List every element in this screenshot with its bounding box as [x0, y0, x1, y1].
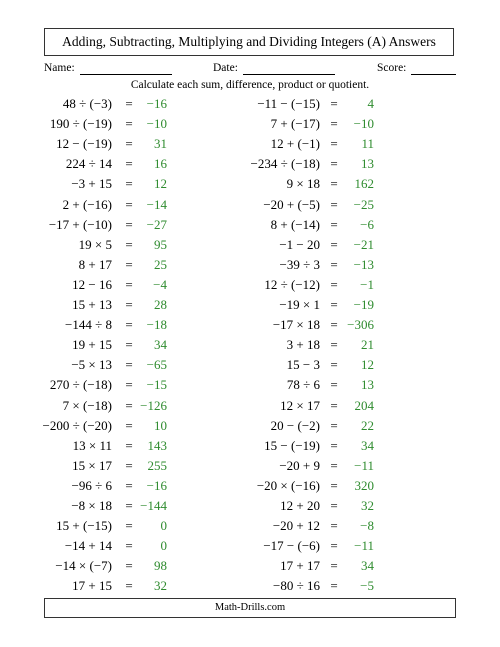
problem-answer: −16	[146, 96, 167, 111]
problem-answer: −65	[146, 357, 167, 373]
problem-expression: −17 + (−10)	[48, 216, 112, 232]
problem-answer: −11	[354, 538, 374, 554]
problem-row	[0, 237, 500, 257]
equals-sign: =	[330, 397, 338, 413]
problem-expression: −1 − 20	[279, 236, 320, 252]
problem-expression: −5 × 13	[71, 357, 112, 373]
problem-expression: 17 + 15	[72, 578, 112, 594]
equals-sign: =	[125, 116, 133, 132]
problem-expression: 15 + (−15)	[56, 518, 112, 534]
problem-answer: −13	[353, 256, 374, 272]
problem-row	[0, 277, 500, 297]
equals-sign: =	[125, 276, 133, 292]
problem-expression: −234 ÷ (−18)	[250, 156, 320, 172]
problem-row	[0, 578, 500, 598]
equals-sign: =	[125, 558, 133, 574]
equals-sign: =	[330, 297, 338, 312]
problem-answer: 255	[147, 457, 167, 473]
info-row	[0, 62, 500, 78]
problem-expression: 19 × 5	[78, 236, 112, 252]
problem-answer: 98	[154, 558, 167, 574]
problem-row	[0, 357, 500, 377]
equals-sign: =	[125, 176, 133, 192]
problem-answer: −144	[140, 498, 167, 513]
problem-expression: 12 ÷ (−12)	[264, 276, 320, 292]
equals-sign: =	[125, 236, 133, 252]
equals-sign: =	[125, 357, 133, 373]
problem-answer: −18	[146, 317, 167, 333]
problem-answer: 143	[147, 437, 167, 453]
problem-answer: 31	[154, 136, 167, 152]
equals-sign: =	[330, 156, 338, 172]
problem-expression: 2 + (−16)	[62, 196, 112, 212]
problem-answer: 204	[354, 397, 374, 413]
problem-expression: −14 × (−7)	[55, 558, 112, 574]
problem-answer: 32	[361, 498, 374, 513]
equals-sign: =	[330, 437, 338, 453]
problem-expression: −20 + 9	[279, 457, 320, 473]
equals-sign: =	[125, 518, 133, 534]
problem-expression: −19 × 1	[279, 297, 320, 312]
equals-sign: =	[330, 317, 338, 333]
equals-sign: =	[125, 457, 133, 473]
problem-answer: −4	[153, 276, 167, 292]
problem-row	[0, 418, 500, 438]
equals-sign: =	[330, 357, 338, 373]
problem-expression: 20 − (−2)	[270, 417, 320, 433]
problem-expression: −3 + 15	[71, 176, 112, 192]
equals-sign: =	[125, 397, 133, 413]
problem-expression: −39 ÷ 3	[279, 256, 320, 272]
problem-row	[0, 116, 500, 136]
equals-sign: =	[330, 337, 338, 353]
equals-sign: =	[330, 558, 338, 574]
problem-expression: 17 + 17	[280, 558, 320, 574]
problem-row	[0, 217, 500, 237]
problem-row	[0, 438, 500, 458]
date-line	[243, 74, 335, 75]
problem-answer: −10	[146, 116, 167, 132]
problem-answer: 34	[361, 558, 374, 574]
problem-expression: 224 ÷ 14	[65, 156, 112, 172]
problem-expression: −20 × (−16)	[256, 477, 320, 493]
problem-answer: 11	[361, 136, 374, 152]
problem-answer: −8	[360, 518, 374, 534]
problem-expression: 8 + 17	[78, 256, 112, 272]
equals-sign: =	[125, 256, 133, 272]
problem-answer: 13	[361, 377, 374, 393]
problem-row	[0, 558, 500, 578]
equals-sign: =	[125, 136, 133, 152]
problem-row	[0, 518, 500, 538]
problem-expression: −200 ÷ (−20)	[42, 417, 112, 433]
problem-answer: −19	[353, 297, 374, 312]
problem-expression: 8 + (−14)	[270, 216, 320, 232]
problem-row	[0, 176, 500, 196]
problem-expression: −14 + 14	[64, 538, 112, 554]
problem-expression: −11 − (−15)	[257, 96, 320, 111]
problem-expression: 12 × 17	[280, 397, 320, 413]
equals-sign: =	[125, 216, 133, 232]
problem-answer: −25	[353, 196, 374, 212]
equals-sign: =	[125, 417, 133, 433]
problem-expression: 15 − (−19)	[264, 437, 320, 453]
problem-row	[0, 538, 500, 558]
problem-expression: 78 ÷ 6	[286, 377, 320, 393]
problem-answer: −27	[146, 216, 167, 232]
equals-sign: =	[125, 578, 133, 594]
problem-answer: 0	[160, 538, 167, 554]
instructions: Calculate each sum, difference, product or quotient.	[130, 79, 370, 91]
problem-answer: 32	[154, 578, 167, 594]
problem-expression: −20 + (−5)	[263, 196, 320, 212]
problem-answer: −16	[146, 477, 167, 493]
worksheet-title: Adding, Subtracting, Multiplying and Dividing Integers (A) Answers	[44, 28, 454, 56]
equals-sign: =	[125, 156, 133, 172]
problem-row	[0, 197, 500, 217]
problem-answer: 34	[361, 437, 374, 453]
problem-expression: 270 ÷ (−18)	[49, 377, 112, 393]
problem-expression: 3 + 18	[286, 337, 320, 353]
equals-sign: =	[125, 317, 133, 333]
equals-sign: =	[330, 518, 338, 534]
name-label: Name:	[44, 62, 75, 74]
equals-sign: =	[125, 297, 133, 312]
problem-answer: −126	[140, 397, 167, 413]
problem-answer: 0	[160, 518, 167, 534]
problem-expression: 12 + (−1)	[270, 136, 320, 152]
problem-answer: −1	[360, 276, 374, 292]
problem-answer: −15	[146, 377, 167, 393]
equals-sign: =	[330, 276, 338, 292]
equals-sign: =	[330, 136, 338, 152]
problem-answer: 12	[154, 176, 167, 192]
problem-expression: −8 × 18	[71, 498, 112, 513]
equals-sign: =	[125, 538, 133, 554]
problem-row	[0, 458, 500, 478]
problem-expression: 15 − 3	[286, 357, 320, 373]
problem-answer: 13	[361, 156, 374, 172]
problem-answer: −5	[360, 578, 374, 594]
equals-sign: =	[330, 116, 338, 132]
problem-row	[0, 337, 500, 357]
equals-sign: =	[330, 256, 338, 272]
problem-answer: −306	[347, 317, 374, 333]
problem-row	[0, 136, 500, 156]
equals-sign: =	[330, 236, 338, 252]
problem-expression: −96 ÷ 6	[71, 477, 112, 493]
problem-row	[0, 317, 500, 337]
problem-answer: 21	[361, 337, 374, 353]
problem-answer: 320	[354, 477, 374, 493]
problem-answer: −21	[353, 236, 374, 252]
equals-sign: =	[330, 377, 338, 393]
equals-sign: =	[125, 196, 133, 212]
problem-answer: −10	[353, 116, 374, 132]
problem-answer: 34	[154, 337, 167, 353]
problem-expression: −17 × 18	[272, 317, 320, 333]
equals-sign: =	[125, 337, 133, 353]
equals-sign: =	[330, 417, 338, 433]
date-label: Date:	[213, 62, 238, 74]
problem-expression: 12 − 16	[72, 276, 112, 292]
problem-row	[0, 478, 500, 498]
problem-row	[0, 498, 500, 518]
problem-expression: 9 × 18	[286, 176, 320, 192]
equals-sign: =	[125, 477, 133, 493]
problem-answer: 22	[361, 417, 374, 433]
problem-expression: 15 + 13	[72, 297, 112, 312]
equals-sign: =	[330, 578, 338, 594]
problem-expression: 190 ÷ (−19)	[49, 116, 112, 132]
equals-sign: =	[330, 196, 338, 212]
problem-row	[0, 398, 500, 418]
problem-expression: 48 ÷ (−3)	[62, 96, 112, 111]
name-line	[80, 74, 172, 75]
problem-row	[0, 257, 500, 277]
score-label: Score:	[377, 62, 407, 74]
equals-sign: =	[330, 176, 338, 192]
problem-expression: −17 − (−6)	[263, 538, 320, 554]
problem-answer: 25	[154, 256, 167, 272]
equals-sign: =	[330, 498, 338, 513]
problem-row	[0, 96, 500, 116]
problem-expression: 13 × 11	[72, 437, 112, 453]
score-line	[411, 74, 456, 75]
equals-sign: =	[330, 96, 338, 111]
problem-expression: 7 + (−17)	[270, 116, 320, 132]
equals-sign: =	[125, 96, 133, 111]
problem-answer: 10	[154, 417, 167, 433]
problem-answer: 28	[154, 297, 167, 312]
problem-row	[0, 156, 500, 176]
problem-answer: −11	[354, 457, 374, 473]
equals-sign: =	[125, 498, 133, 513]
equals-sign: =	[330, 457, 338, 473]
problem-row	[0, 377, 500, 397]
problem-expression: 19 + 15	[72, 337, 112, 353]
problem-answer: 162	[354, 176, 374, 192]
problem-expression: −80 ÷ 16	[273, 578, 320, 594]
footer: Math-Drills.com	[44, 598, 456, 618]
equals-sign: =	[330, 538, 338, 554]
problem-answer: 4	[367, 96, 374, 111]
equals-sign: =	[125, 377, 133, 393]
problem-expression: 15 × 17	[72, 457, 112, 473]
problem-row	[0, 297, 500, 317]
problem-answer: 95	[154, 236, 167, 252]
problem-expression: 12 − (−19)	[56, 136, 112, 152]
problem-expression: −20 + 12	[272, 518, 320, 534]
equals-sign: =	[330, 216, 338, 232]
problem-answer: 12	[361, 357, 374, 373]
problem-expression: −144 ÷ 8	[65, 317, 112, 333]
problem-answer: 16	[154, 156, 167, 172]
problem-expression: 7 × (−18)	[62, 397, 112, 413]
problem-answer: −14	[146, 196, 167, 212]
equals-sign: =	[125, 437, 133, 453]
equals-sign: =	[330, 477, 338, 493]
problem-answer: −6	[360, 216, 374, 232]
problem-expression: 12 + 20	[280, 498, 320, 513]
